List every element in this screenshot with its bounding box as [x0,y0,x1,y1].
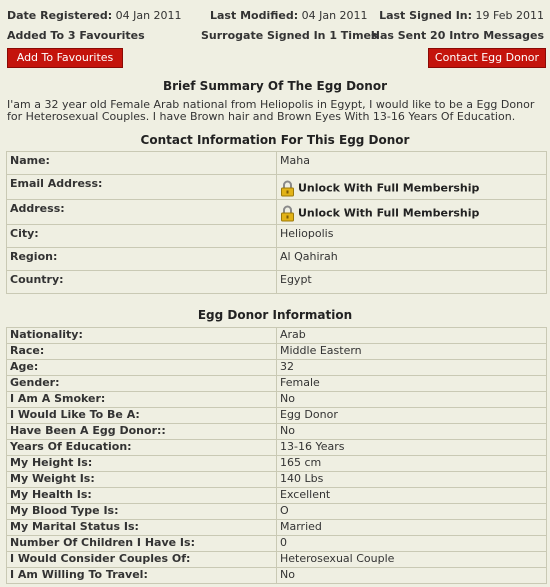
health-label: My Health Is: [7,488,277,504]
date-registered [7,9,182,22]
blood-type-value: O [277,504,547,520]
summary-title: Brief Summary Of The Egg Donor [162,79,388,93]
contact-info-title: Contact Information For This Egg Donor [140,133,410,147]
date-registered-value: 04 Jan 2011 [115,9,182,22]
add-to-favourites-button[interactable]: Add To Favourites [7,48,123,68]
weight-label: My Weight Is: [7,472,277,488]
table-row [7,424,547,440]
last-modified-label: Last Modified: [210,9,299,22]
city-label: City: [7,225,277,248]
table-row [7,392,547,408]
smoker-label: I Am A Smoker: [7,392,277,408]
health-value: Excellent [277,488,547,504]
age-label: Age: [7,360,277,376]
city-value: Heliopolis [277,225,547,248]
nationality-label: Nationality: [7,328,277,344]
smoker-value: No [277,392,547,408]
consider-couples-value: Heterosexual Couple [277,552,547,568]
donor-info-title: Egg Donor Information [197,308,353,322]
been-donor-label: Have Been A Egg Donor:: [7,424,277,440]
lock-icon [280,180,295,197]
last-signed-in [379,9,544,22]
table-row [7,568,547,584]
unlock-membership-link[interactable]: Unlock With Full Membership [298,181,480,195]
marital-status-label: My Marital Status Is: [7,520,277,536]
table-row [7,456,547,472]
weight-value: 140 Lbs [277,472,547,488]
table-row [7,376,547,392]
last-signed-in-value: 19 Feb 2011 [475,9,544,22]
table-row [7,225,547,248]
last-modified-value: 04 Jan 2011 [301,9,368,22]
education-value: 13-16 Years [277,440,547,456]
table-row [7,472,547,488]
table-row [7,360,547,376]
header-stats-row-1 [0,9,550,25]
table-row [7,175,547,200]
header-stats-row-2 [0,29,550,45]
contact-info-table [6,151,547,294]
marital-status-value: Married [277,520,547,536]
name-value: Maha [277,152,547,175]
been-donor-value: No [277,424,547,440]
region-label: Region: [7,248,277,271]
last-signed-in-label: Last Signed In: [379,9,473,22]
address-value [277,200,547,225]
blood-type-label: My Blood Type Is: [7,504,277,520]
unlock-membership-link[interactable]: Unlock With Full Membership [298,206,480,220]
willing-to-travel-label: I Am Willing To Travel: [7,568,277,584]
address-label: Address: [7,200,277,225]
table-row [7,200,547,225]
last-modified [210,9,368,22]
age-value: 32 [277,360,547,376]
would-like-to-be-value: Egg Donor [277,408,547,424]
willing-to-travel-value: No [277,568,547,584]
summary-text: I'am a 32 year old Female Arab national from Heliopolis in Egypt, I would like to be a Egg Donor for Heterosexual Couples. I have Brown hair and Brown Eyes With 13-16 Years Of Education. [7,98,535,123]
nationality-value: Arab [277,328,547,344]
surrogate-signed-count: Surrogate Signed In 1 Times [201,29,378,42]
table-row [7,488,547,504]
table-row [7,504,547,520]
children-value: 0 [277,536,547,552]
table-row [7,408,547,424]
region-value: Al Qahirah [277,248,547,271]
education-label: Years Of Education: [7,440,277,456]
consider-couples-label: I Would Consider Couples Of: [7,552,277,568]
table-row [7,552,547,568]
date-registered-label: Date Registered: [7,9,113,22]
email-value [277,175,547,200]
contact-egg-donor-button[interactable]: Contact Egg Donor [428,48,546,68]
email-label: Email Address: [7,175,277,200]
table-row [7,440,547,456]
table-row [7,328,547,344]
table-row [7,536,547,552]
table-row [7,152,547,175]
country-label: Country: [7,271,277,294]
children-label: Number Of Children I Have Is: [7,536,277,552]
table-row [7,271,547,294]
height-label: My Height Is: [7,456,277,472]
country-value: Egypt [277,271,547,294]
table-row [7,520,547,536]
table-row [7,344,547,360]
gender-label: Gender: [7,376,277,392]
race-value: Middle Eastern [277,344,547,360]
favourites-count: Added To 3 Favourites [7,29,145,42]
gender-value: Female [277,376,547,392]
name-label: Name: [7,152,277,175]
donor-info-table [6,327,547,584]
intro-messages-count: Has Sent 20 Intro Messages [370,29,544,42]
table-row [7,248,547,271]
height-value: 165 cm [277,456,547,472]
would-like-to-be-label: I Would Like To Be A: [7,408,277,424]
lock-icon [280,205,295,222]
race-label: Race: [7,344,277,360]
